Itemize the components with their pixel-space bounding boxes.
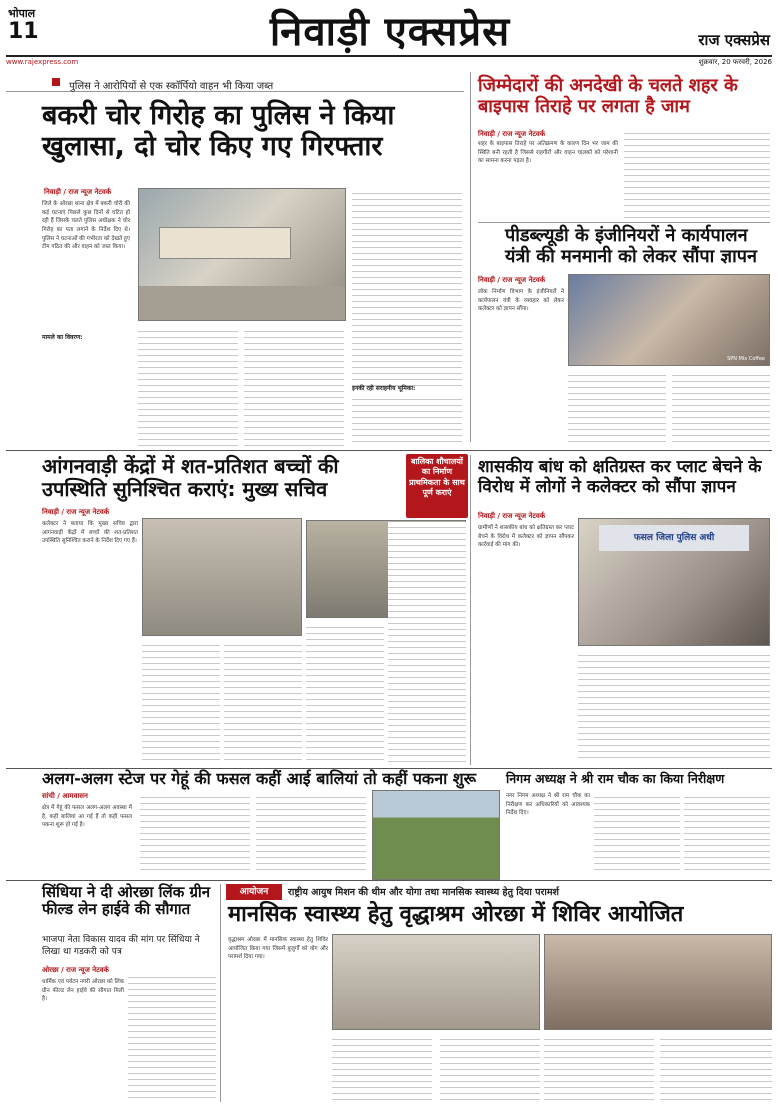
section-rule bbox=[6, 450, 772, 451]
masthead-strip bbox=[6, 58, 772, 70]
story9-column-4 bbox=[544, 1034, 654, 1102]
story9-column-3 bbox=[440, 1034, 540, 1102]
photo-ground bbox=[139, 286, 345, 320]
story1-column-3 bbox=[244, 326, 344, 446]
story1-column-2 bbox=[138, 326, 238, 446]
story3-column-2 bbox=[568, 370, 666, 442]
story6-headline: अलग-अलग स्टेज पर गेहूं की फसल कहीं आई बालियां तो कहीं पकना शुरू bbox=[42, 769, 477, 788]
callout-box bbox=[406, 454, 468, 518]
story7-headline: निगम अध्यक्ष ने श्री राम चौक का किया निरीक्षण bbox=[506, 771, 725, 786]
page-number: 11 bbox=[8, 19, 39, 44]
story5-column-2 bbox=[578, 650, 770, 762]
story1-subhead-2: इनकी रही सराहनीय भूमिका: bbox=[352, 385, 416, 392]
story1-kicker: पुलिस ने आरोपियों से एक स्कॉर्पियो वाहन भी किया जब्त bbox=[69, 81, 274, 92]
story6-byline: सांची / आमवासन bbox=[42, 792, 88, 800]
story3-body: लोक निर्माण विभाग के इंजीनियरों ने कार्यपालन यंत्री के व्यवहार को लेकर कलेक्टर को ज्ञापन सौंपा। bbox=[478, 289, 564, 313]
story9-column-5 bbox=[660, 1034, 772, 1102]
story5-headline: शासकीय बांध को क्षतिग्रस्त कर प्लाट बेचने के विरोध में लोगों ने कलेक्टर को सौंपा ज्ञापन bbox=[478, 457, 762, 497]
story1-kicker-bar bbox=[6, 74, 464, 92]
story1-body: जिले के ओरछा थाना क्षेत्र में बकरी चोरी की कई घटनाएं पिछले कुछ दिनों से घटित हो रही हैं जिसके चलते पुलिस अधीक्षक ने चोर गिरोह का पता लगाने के निर्देश दिए थे। पुलिस ने घटनाओं की गंभीरता को देखते हुए टीम गठित की और वाहन को जब्त किया। bbox=[42, 201, 130, 251]
section-rule-3 bbox=[6, 880, 772, 881]
kicker-bullet-icon bbox=[52, 78, 60, 86]
story1-byline: निवाड़ी / राज न्यूज नेटवर्क bbox=[44, 188, 112, 196]
column-divider bbox=[470, 72, 471, 442]
story3-photo bbox=[568, 274, 770, 366]
police-station-sign bbox=[159, 227, 291, 259]
story8-column-2 bbox=[128, 972, 216, 1102]
city-label: भोपाल bbox=[8, 7, 36, 20]
callout-text: बालिका शौचालयों का निर्माण प्राथमिकता के साथ पूर्ण कराएं bbox=[409, 457, 465, 498]
story6-column-2 bbox=[140, 792, 250, 872]
story2-headline: जिम्मेदारों की अनदेखी के चलते शहर के बाइपास तिराहे पर लगता है जाम bbox=[478, 75, 738, 117]
story9-kicker: राष्ट्रीय आयुष मिशन की थीम और योगा तथा मानसिक स्वास्थ्य हेतु दिया परामर्श bbox=[288, 887, 559, 898]
story4-column-4 bbox=[306, 622, 384, 762]
section-divider bbox=[478, 222, 770, 223]
story4-byline: निवाड़ी / राज न्यूज नेटवर्क bbox=[42, 508, 110, 516]
story1-column-4 bbox=[352, 188, 462, 388]
column-divider-2 bbox=[470, 455, 471, 765]
story4-photo-1 bbox=[142, 518, 302, 636]
story4-headline: आंगनवाड़ी केंद्रों में शत-प्रतिशत बच्चों की उपस्थिति सुनिश्चित कराएं: मुख्य सचिव bbox=[42, 454, 339, 501]
story2-byline: निवाड़ी / राज न्यूज नेटवर्क bbox=[478, 130, 546, 138]
story5-body: ग्रामीणों ने शासकीय बांध को क्षतिग्रस्त कर प्लाट बेचने के विरोध में कलेक्टर को ज्ञापन सौंपकर कार्रवाई की मांग की। bbox=[478, 525, 574, 549]
story3-byline: निवाड़ी / राज न्यूज नेटवर्क bbox=[478, 276, 546, 284]
story4-column-5 bbox=[388, 522, 466, 762]
story9-body: वृद्धाश्रम ओरछा में मानसिक स्वास्थ्य हेतु शिविर आयोजित किया गया जिसमें बुजुर्गों को योग और परामर्श दिया गया। bbox=[228, 937, 328, 961]
story4-column-3 bbox=[224, 640, 302, 762]
story6-body: क्षेत्र में गेहूं की फसल अलग-अलग अवस्था में है, कहीं बालियां आ गई हैं तो कहीं फसल पकना शुरू हो गई है। bbox=[42, 805, 132, 829]
story9-photo-1 bbox=[332, 934, 540, 1030]
story3-headline: पीडब्ल्यूडी के इंजीनियरों ने कार्यपालन यंत्री की मनमानी को लेकर सौंपा ज्ञापन bbox=[505, 225, 757, 267]
story9-column-2 bbox=[332, 1034, 432, 1102]
masthead-rule bbox=[6, 55, 772, 57]
story2-body: शहर के बाइपास तिराहे पर अतिक्रमण के कारण दिन भर जाम की स्थिति बनी रहती है जिससे राहगीरों और वाहन चालकों को परेशानी का सामना करना पड़ता है। bbox=[478, 141, 618, 165]
story4-body: कलेक्टर ने बताया कि मुख्य सचिव द्वारा आंगनवाड़ी केंद्रों में बच्चों की शत-प्रतिशत उपस्थिति सुनिश्चित कराने के निर्देश दिए गए हैं। bbox=[42, 521, 138, 545]
story7-column-2 bbox=[594, 792, 680, 874]
edition-info bbox=[8, 6, 68, 43]
story8-subheadline: भाजपा नेता विकास यादव की मांग पर सिंधिया ने लिखा था गडकरी को पत्र bbox=[42, 935, 200, 957]
story3-photo-caption: SPN Mix Coffee bbox=[727, 356, 765, 362]
story1-photo bbox=[138, 188, 346, 321]
story8-body: धार्मिक एवं पर्यटन नगरी ओरछा को लिंक ग्रीन फील्ड लेन हाईवे की सौगात मिली है। bbox=[42, 979, 124, 1003]
story1-headline: बकरी चोर गिरोह का पुलिस ने किया खुलासा, दो चोर किए गए गिरफ्तार bbox=[42, 100, 395, 163]
story1-column-4b bbox=[352, 394, 462, 446]
story9-headline: मानसिक स्वास्थ्य हेतु वृद्धाश्रम ओरछा में शिविर आयोजित bbox=[228, 902, 684, 927]
story5-photo bbox=[578, 518, 770, 646]
story8-headline: सिंधिया ने दी ओरछा लिंक ग्रीन फील्ड लेन हाईवे की सौगात bbox=[42, 883, 211, 919]
story1-subhead-1: मामले का विवरण: bbox=[42, 334, 83, 341]
website-link[interactable]: www.rajexpress.com bbox=[6, 58, 79, 66]
story6-column-3 bbox=[256, 792, 366, 872]
issue-date: शुक्रवार, 20 फरवरी, 2026 bbox=[698, 58, 772, 66]
story7-column-3 bbox=[684, 792, 770, 874]
brand-name: राज एक्सप्रेस bbox=[698, 31, 770, 49]
story2-column-2 bbox=[624, 128, 770, 218]
story4-column-2 bbox=[142, 640, 220, 762]
story5-byline: निवाड़ी / राज न्यूज नेटवर्क bbox=[478, 512, 546, 520]
story3-column-3 bbox=[672, 370, 770, 442]
story5-photo-caption: फसल जिला पुलिस अधी bbox=[599, 525, 749, 551]
story6-photo bbox=[372, 790, 500, 880]
story9-photo-2 bbox=[544, 934, 772, 1030]
story7-body: नगर निगम अध्यक्ष ने श्री राम चौक का निरीक्षण कर अधिकारियों को आवश्यक निर्देश दिए। bbox=[506, 793, 590, 817]
story8-byline: ओरछा / राज न्यूज नेटवर्क bbox=[42, 966, 109, 974]
column-divider-3 bbox=[220, 884, 221, 1102]
newspaper-title: निवाड़ी एक्सप्रेस bbox=[269, 9, 511, 55]
section-label: आयोजन bbox=[226, 884, 282, 900]
